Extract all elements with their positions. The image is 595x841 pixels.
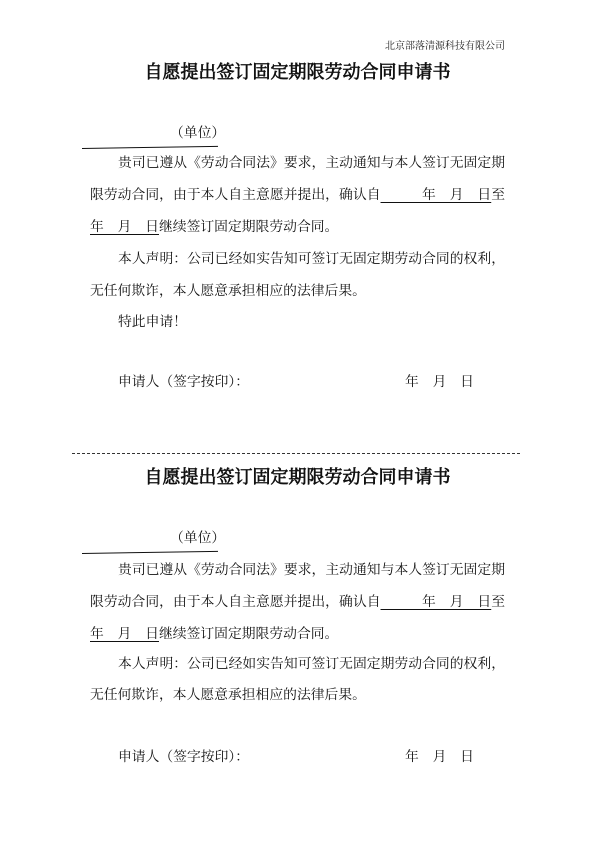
signature-label: 申请人（签字按印）： bbox=[118, 749, 250, 765]
unit-label: （单位） bbox=[170, 530, 226, 546]
request-line-3-text: 继续签订固定期限劳动合同。 bbox=[158, 626, 339, 642]
request-line-2 bbox=[90, 592, 505, 612]
declaration-line-1: 本人声明：公司已经如实告知可签订无固定期劳动合同的权利， bbox=[118, 656, 505, 672]
request-line-1: 贵司已遵从《劳动合同法》要求，主动通知与本人签订无固定期 bbox=[118, 155, 505, 171]
application-form-2 bbox=[0, 405, 595, 805]
start-date-blank: 年 月 日 bbox=[380, 187, 492, 203]
declaration-line-1: 本人声明：公司已经如实告知可签订无固定期劳动合同的权利， bbox=[118, 251, 505, 267]
request-line-2-suffix: 至 bbox=[491, 187, 506, 203]
request-line-2 bbox=[90, 185, 505, 205]
declaration-line-2: 无任何欺诈，本人愿意承担相应的法律后果。 bbox=[90, 687, 366, 703]
request-line-3-text: 继续签订固定期限劳动合同。 bbox=[158, 219, 339, 235]
request-line-3 bbox=[90, 217, 338, 237]
unit-underline bbox=[82, 551, 218, 554]
signature-label: 申请人（签字按印）： bbox=[118, 374, 250, 390]
request-line-2-text: 限劳动合同，由于本人自主意愿并提出，确认自 bbox=[90, 187, 381, 203]
request-line-2-text: 限劳动合同，由于本人自主意愿并提出，确认自 bbox=[90, 594, 381, 610]
company-name: 北京部落清源科技有限公司 bbox=[385, 41, 505, 52]
unit-label: （单位） bbox=[170, 125, 226, 141]
application-form-1 bbox=[0, 0, 595, 400]
request-line-1: 贵司已遵从《劳动合同法》要求，主动通知与本人签订无固定期 bbox=[118, 562, 505, 578]
end-date-blank: 年 月 日 bbox=[90, 626, 159, 642]
start-date-blank: 年 月 日 bbox=[380, 594, 492, 610]
closing-text: 特此申请！ bbox=[118, 314, 187, 330]
form-title: 自愿提出签订固定期限劳动合同申请书 bbox=[144, 467, 451, 488]
request-line-2-suffix: 至 bbox=[491, 594, 506, 610]
declaration-line-2: 无任何欺诈，本人愿意承担相应的法律后果。 bbox=[90, 283, 366, 299]
signature-date: 年 月 日 bbox=[405, 374, 474, 390]
form-title: 自愿提出签订固定期限劳动合同申请书 bbox=[144, 62, 451, 83]
signature-date: 年 月 日 bbox=[405, 749, 474, 765]
unit-underline bbox=[82, 146, 218, 149]
end-date-blank: 年 月 日 bbox=[90, 219, 159, 235]
request-line-3 bbox=[90, 624, 338, 644]
